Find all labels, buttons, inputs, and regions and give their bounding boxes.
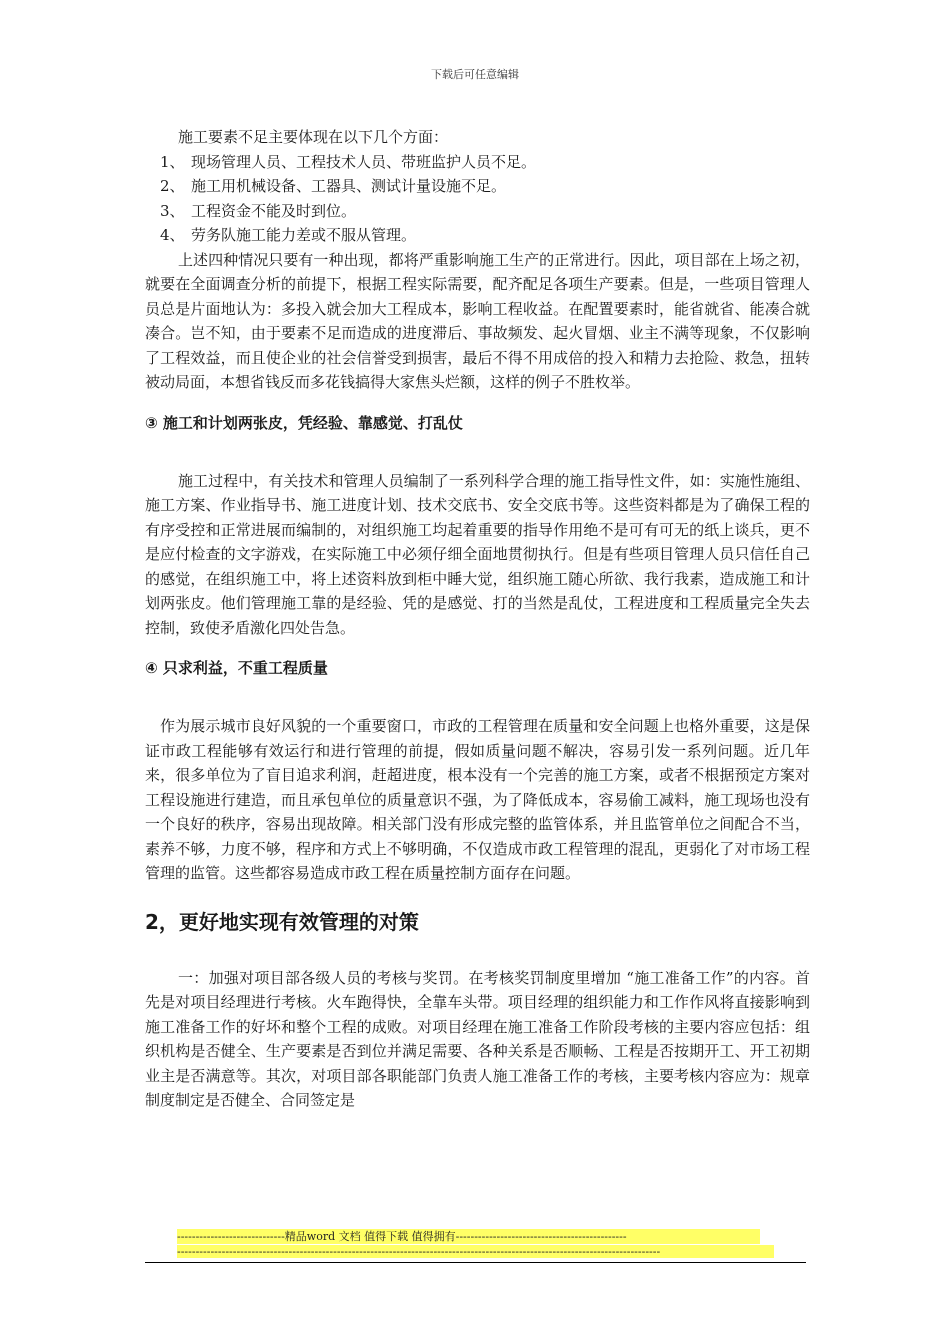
list-text: 工程资金不能及时到位。 bbox=[191, 201, 357, 220]
list-number: 3、 bbox=[160, 201, 185, 220]
list-text: 施工用机械设备、工器具、测试计量设施不足。 bbox=[191, 177, 507, 195]
list-number: 4、 bbox=[160, 226, 185, 244]
section-heading: ④ 只求利益，不重工程质量 bbox=[145, 659, 328, 677]
body-paragraph: 施工过程中，有关技术和管理人员编制了一系列科学合理的施工指导性文件，如：实施性施组、施工方案、作业指导书、施工进度计划、技术交底书、安全交底书等。这些资料都是为了确保工程的有序受控和正常进展而编制的，对组织施工均起着重要的指导作用绝不是可有可无的纸上谈兵，更不是应付检查的文字游戏，在实际施工中必须仔细全面地贯彻执行。但是有些项目管理人员只信任自己的感觉，在组织施工中，将上述资料放到柜中睡大觉，组织施工随心所欲、我行我素，造成施工和计划两张皮。他们管理施工靠的是经验、凭的是感觉、打的当然是乱仗，工程进度和工程质量完全失去控制，致使矛盾激化四处告急。 bbox=[145, 471, 810, 637]
footer-dash-line: ---------------------------------------------------------------------------------------------------------------------------------- bbox=[177, 1245, 774, 1258]
chapter-heading: 2，更好地实现有效管理的对策 bbox=[145, 909, 419, 934]
list-item bbox=[145, 223, 810, 248]
footer-rule bbox=[145, 1262, 806, 1263]
footer-banner: -----------------------------精品word 文档 值得下载 值得拥有---------------------------------------------- bbox=[177, 1229, 760, 1244]
factor-list bbox=[145, 150, 810, 248]
document-body bbox=[145, 125, 810, 1113]
list-item bbox=[145, 150, 810, 175]
list-item bbox=[145, 174, 810, 199]
list-number: 2、 bbox=[160, 177, 185, 195]
list-text: 劳务队施工能力差或不服从管理。 bbox=[191, 226, 417, 244]
body-paragraph: 上述四种情况只要有一种出现，都将严重影响施工生产的正常进行。因此，项目部在上场之初，就要在全面调查分析的前提下，根据工程实际需要，配齐配足各项生产要素。但是，一些项目管理人员总是片面地认为：多投入就会加大工程成本，影响工程收益。在配置要素时，能省就省、能凑合就凑合。岂不知，由于要素不足而造成的进度滞后、事故频发、起火冒烟、业主不满等现象，不仅影响了工程效益，而且使企业的社会信誉受到损害，最后不得不用成倍的投入和精力去抢险、救急，扭转被动局面，本想省钱反而多花钱搞得大家焦头烂额，这样的例子不胜枚举。 bbox=[145, 250, 810, 391]
intro-paragraph: 施工要素不足主要体现在以下几个方面： bbox=[178, 128, 449, 146]
section-heading: ③ 施工和计划两张皮，凭经验、靠感觉、打乱仗 bbox=[145, 413, 463, 432]
body-paragraph: 一：加强对项目部各级人员的考核与奖罚。在考核奖罚制度里增加 “施工准备工作”的内容。首先是对项目经理进行考核。火车跑得快，全靠车头带。项目经理的组织能力和工作作风将直接影响到施工准备工作的好坏和整个工程的成败。对项目经理在施工准备工作阶段考核的主要内容应包括：组织机构是否健全、生产要素是否到位并满足需要、各种关系是否顺畅、工程是否按期开工、开工初期业主是否满意等。其次，对项目部各职能部门负责人施工准备工作的考核，主要考核内容应为：规章制度制定是否健全、合同签定是 bbox=[145, 968, 810, 1109]
list-number: 1、 bbox=[160, 152, 185, 171]
body-paragraph: 作为展示城市良好风貌的一个重要窗口，市政的工程管理在质量和安全问题上也格外重要，这是保证市政工程能够有效运行和进行管理的前提，假如质量问题不解决，容易引发一系列问题。近几年来，很多单位为了盲目追求利润，赶超进度，根本没有一个完善的施工方案，或者不根据预定方案对工程设施进行建造，而且承包单位的质量意识不强，为了降低成本，容易偷工减料，施工现场也没有一个良好的秩序，容易出现故障。相关部门没有形成完整的监管体系，并且监管单位之间配合不当，素养不够，力度不够，程序和方式上不够明确，不仅造成市政工程管理的混乱，更弱化了对市场工程管理的监管。这些都容易造成市政工程在质量控制方面存在问题。 bbox=[145, 717, 810, 882]
list-item bbox=[145, 199, 810, 224]
list-text: 现场管理人员、工程技术人员、带班监护人员不足。 bbox=[191, 152, 537, 171]
page-header: 下载后可任意编辑 bbox=[431, 68, 519, 81]
